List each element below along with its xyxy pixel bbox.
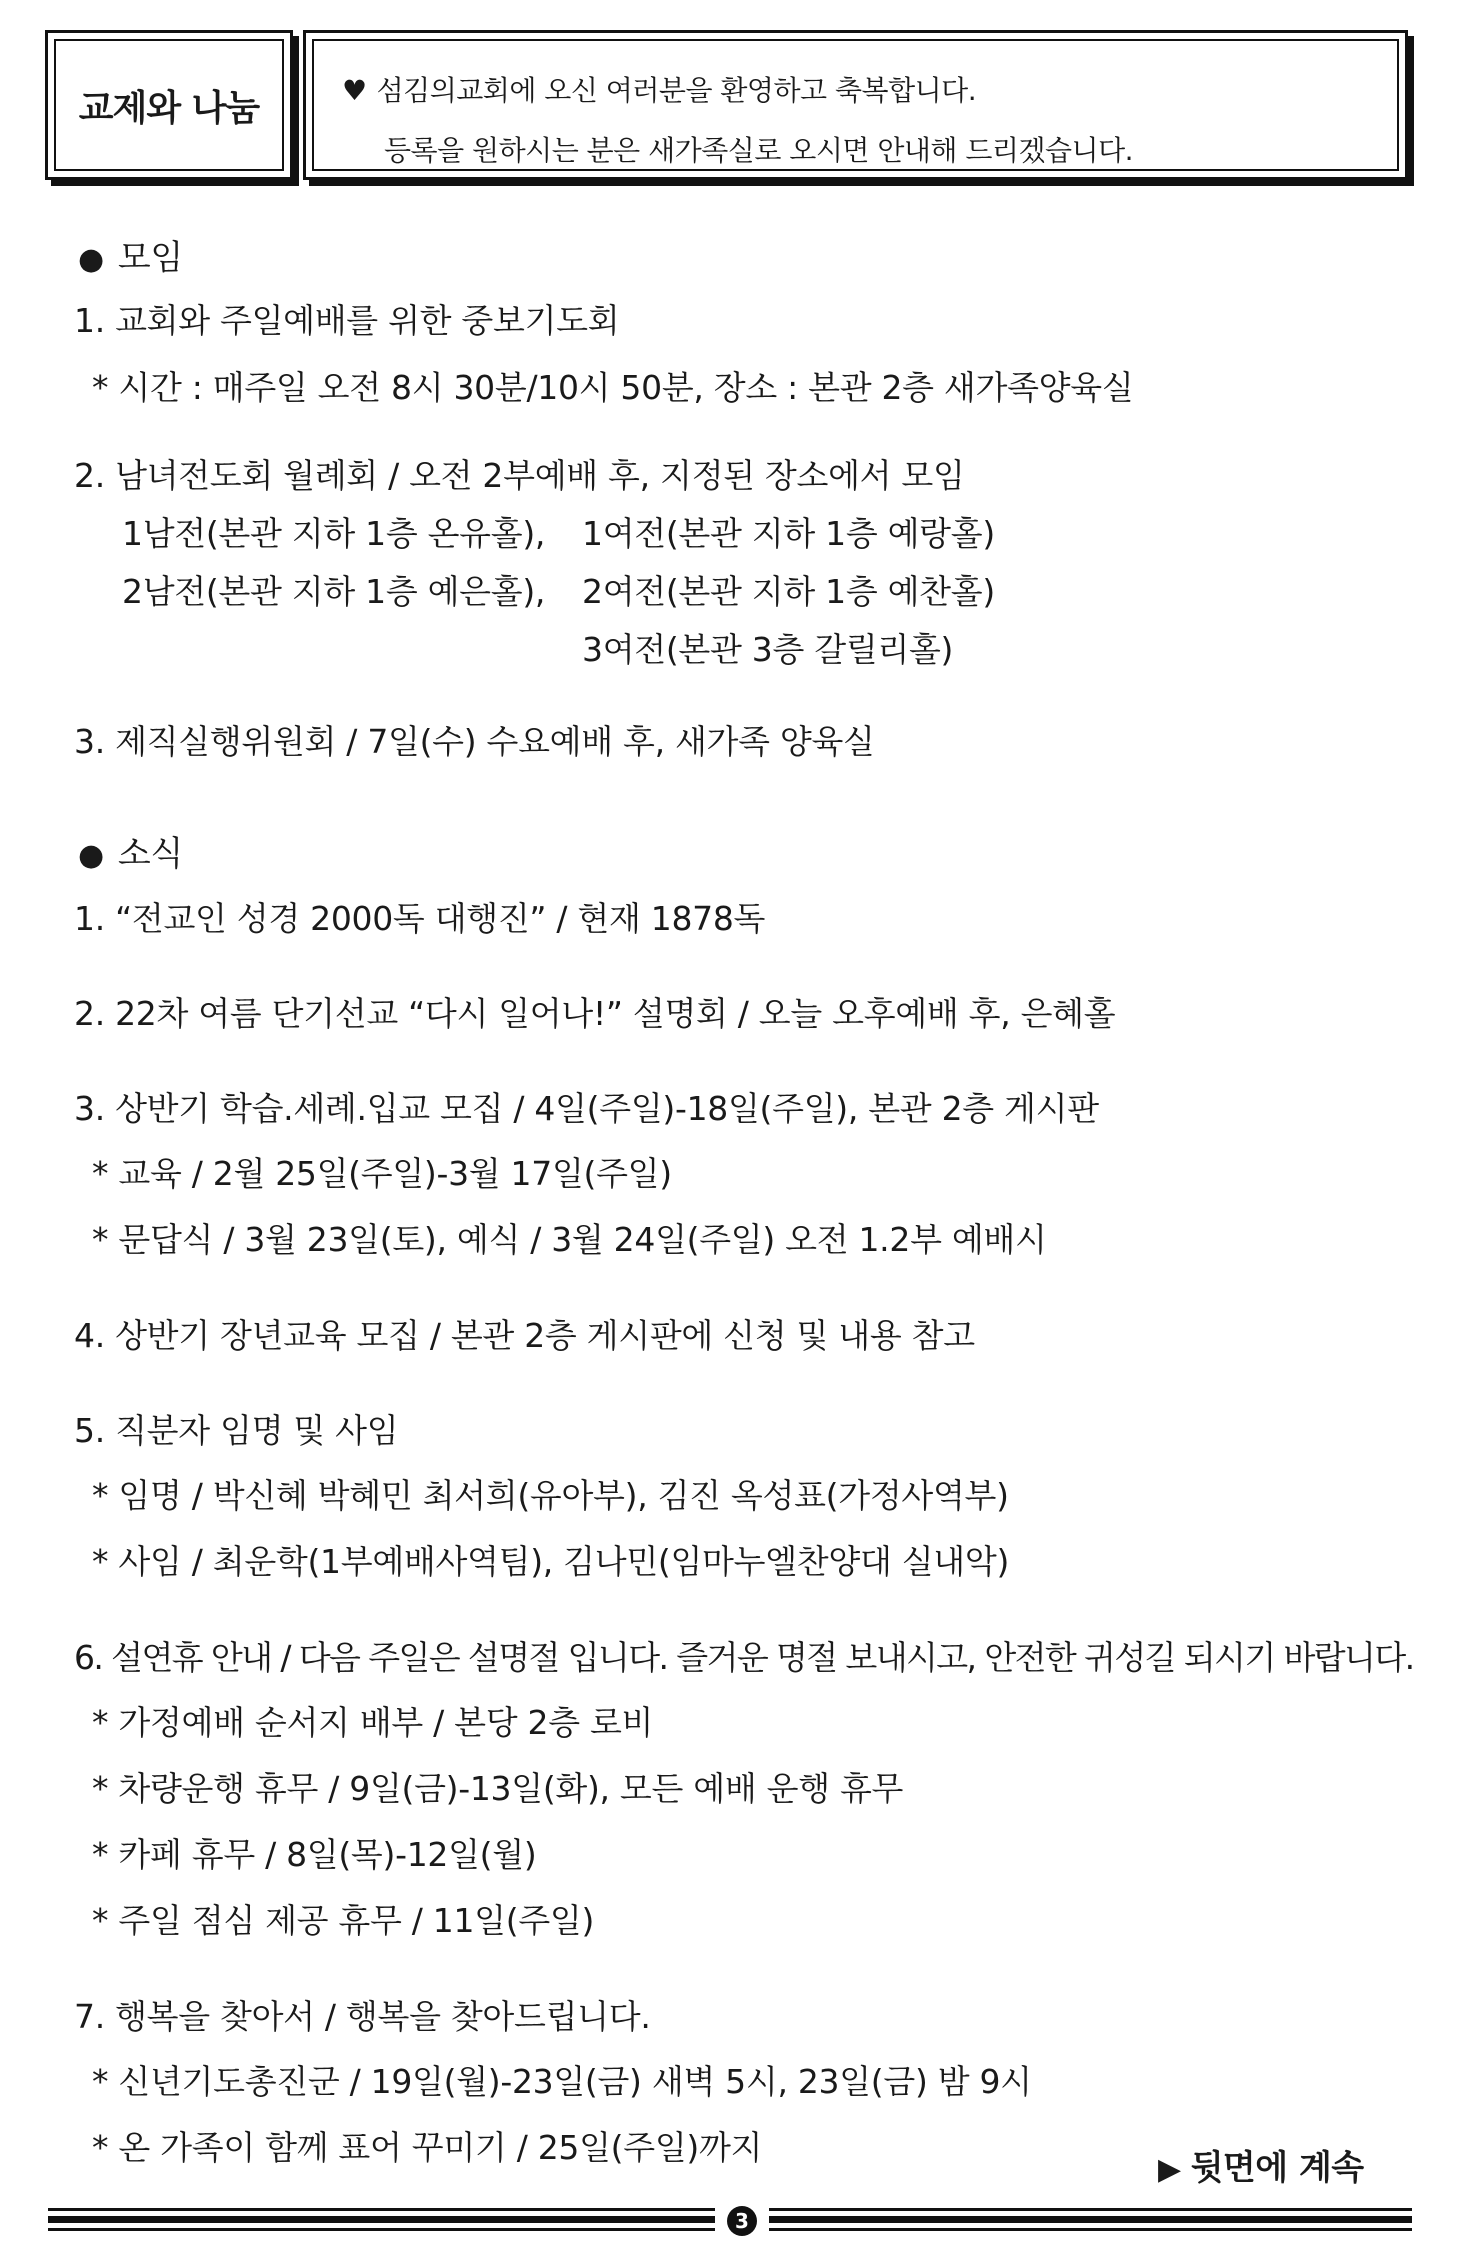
welcome-text-1: 섬김의교회에 오신 여러분을 환영하고 축복합니다.	[376, 74, 977, 107]
page-title: 교제와 나눔	[78, 87, 260, 129]
news-item-3: 3. 상반기 학습.세례.입교 모집 / 4일(주일)-18일(주일), 본관 2층 게시판	[74, 1089, 1099, 1128]
welcome-line-1	[342, 69, 976, 109]
footer-rule-left-top	[48, 2208, 715, 2211]
heart-icon: ♥	[342, 74, 367, 107]
meeting-item-3: 3. 제직실행위원회 / 7일(수) 수요예배 후, 새가족 양육실	[74, 722, 875, 761]
footer-rule-right-bottom	[769, 2228, 1412, 2231]
news-item-5: 5. 직분자 임명 및 사임	[74, 1411, 399, 1450]
meetings-heading-text: 모임	[117, 238, 183, 278]
news-item-7-detail-1: * 신년기도총진군 / 19일(월)-23일(금) 새벽 5시, 23일(금) 밤 9시	[92, 2062, 1032, 2101]
news-item-1: 1. “전교인 성경 2000독 대행진” / 현재 1878독	[74, 899, 766, 938]
meeting-group-1w: 1여전(본관 지하 1층 예랑홀)	[582, 514, 995, 553]
continue-note	[1158, 2140, 1364, 2189]
bullet-icon: ●	[78, 838, 104, 873]
footer-rule-right-top	[769, 2208, 1412, 2211]
footer-rule-left-bottom	[48, 2228, 715, 2231]
welcome-box	[303, 30, 1408, 180]
news-item-6-detail-4: * 주일 점심 제공 휴무 / 11일(주일)	[92, 1901, 595, 1940]
play-arrow-icon: ▶	[1158, 2152, 1181, 2187]
meeting-item-2: 2. 남녀전도회 월례회 / 오전 2부예배 후, 지정된 장소에서 모임	[74, 456, 965, 495]
news-item-5-detail-1: * 임명 / 박신혜 박혜민 최서희(유아부), 김진 옥성표(가정사역부)	[92, 1476, 1009, 1515]
news-item-6-detail-2: * 차량운행 휴무 / 9일(금)-13일(화), 모든 예배 운행 휴무	[92, 1769, 904, 1808]
news-item-6: 6. 설연휴 안내 / 다음 주일은 설명절 입니다. 즐거운 명절 보내시고, 안전한 귀성길 되시기 바랍니다.	[74, 1638, 1414, 1677]
news-item-6-detail-1: * 가정예배 순서지 배부 / 본당 2층 로비	[92, 1703, 654, 1742]
footer-rule-right-mid	[769, 2216, 1412, 2223]
meetings-heading	[78, 230, 183, 279]
page-number: 3	[727, 2206, 757, 2236]
meeting-item-1-detail: * 시간 : 매주일 오전 8시 30분/10시 50분, 장소 : 본관 2층 새가족양육실	[92, 368, 1134, 407]
news-item-3-detail-1: * 교육 / 2월 25일(주일)-3월 17일(주일)	[92, 1154, 672, 1193]
news-item-6-detail-3: * 카페 휴무 / 8일(목)-12일(월)	[92, 1835, 537, 1874]
meeting-group-1m: 1남전(본관 지하 1층 온유홀),	[122, 514, 546, 553]
news-item-2: 2. 22차 여름 단기선교 “다시 일어나!” 설명회 / 오늘 오후예배 후, 은혜홀	[74, 994, 1116, 1033]
meeting-item-1: 1. 교회와 주일예배를 위한 중보기도회	[74, 301, 620, 340]
continue-text: 뒷면에 계속	[1190, 2148, 1364, 2188]
news-item-5-detail-2: * 사임 / 최운학(1부예배사역팀), 김나민(임마누엘찬양대 실내악)	[92, 1542, 1010, 1581]
section-title-inner-frame	[54, 39, 284, 171]
news-heading-text: 소식	[117, 834, 183, 874]
news-item-4: 4. 상반기 장년교육 모집 / 본관 2층 게시판에 신청 및 내용 참고	[74, 1316, 975, 1355]
welcome-line-2: 등록을 원하시는 분은 새가족실로 오시면 안내해 드리겠습니다.	[384, 134, 1134, 167]
footer-rule-left-mid	[48, 2216, 715, 2223]
meeting-group-2w: 2여전(본관 지하 1층 예찬홀)	[582, 572, 995, 611]
news-item-7-detail-2: * 온 가족이 함께 표어 꾸미기 / 25일(주일)까지	[92, 2128, 763, 2167]
meeting-group-3w: 3여전(본관 3층 갈릴리홀)	[582, 630, 954, 669]
section-title-box	[45, 30, 293, 180]
welcome-inner-frame	[312, 39, 1399, 171]
bullet-icon: ●	[78, 242, 104, 277]
news-item-7: 7. 행복을 찾아서 / 행복을 찾아드립니다.	[74, 1997, 651, 2036]
news-item-3-detail-2: * 문답식 / 3월 23일(토), 예식 / 3월 24일(주일) 오전 1.2부 예배시	[92, 1220, 1047, 1259]
news-heading	[78, 826, 183, 875]
meeting-group-2m: 2남전(본관 지하 1층 예은홀),	[122, 572, 546, 611]
